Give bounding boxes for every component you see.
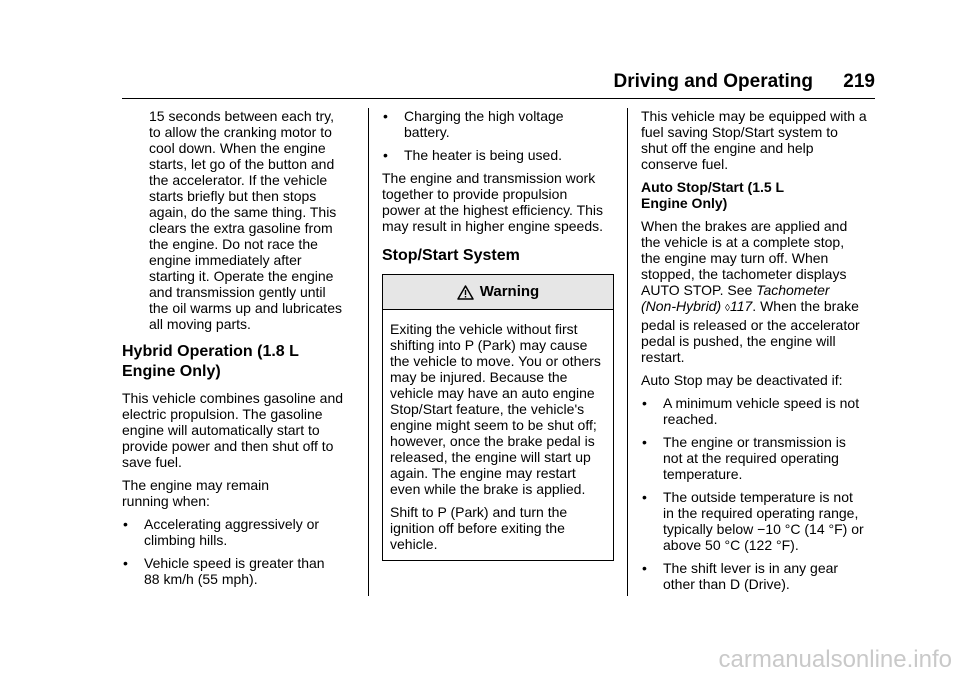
section-title: Driving and Operating — [613, 71, 813, 92]
column-divider-2 — [627, 108, 628, 596]
list-item: • The outside temperature is not in the required operating range, typically below −10 °C (14 °F) or above 50 °C (122 °F). — [642, 489, 864, 553]
list-item: • Vehicle speed is greater than 88 km/h (55 mph). — [123, 555, 325, 587]
page-number: 219 — [843, 71, 875, 92]
list-item: • The heater is being used. — [383, 147, 562, 163]
warning-box — [382, 274, 614, 561]
bullet-mark: • — [383, 108, 388, 124]
hybrid-paragraph: This vehicle combines gasoline and electric propulsion. The gasoline engine will automatically start to provide power and then shut off to save fuel. — [122, 390, 344, 470]
warning-title: Warning — [479, 283, 540, 300]
non-hybrid-reference[interactable]: (Non-Hybrid) — [641, 298, 722, 314]
list-item: • Accelerating aggressively or climbing hills. — [123, 516, 320, 548]
bullet-mark: • — [123, 555, 128, 571]
page-reference[interactable]: 117 — [729, 298, 753, 314]
auto-stop-start-heading: Auto Stop/Start (1.5 L Engine Only) — [641, 179, 785, 211]
warning-body — [383, 310, 613, 560]
stop-start-intro: This vehicle may be equipped with a fuel saving Stop/Start system to shut off the engine and help conserve fuel. — [641, 108, 867, 172]
engine-transmission-paragraph: The engine and transmission work together to provide propulsion power at the highest efficiency. This may result in higher engine speeds. — [382, 170, 604, 234]
column-2 — [382, 108, 614, 561]
brakes-paragraph: When the brakes are applied and the vehicle is at a complete stop, the engine may turn off. When stopped, the tachometer displays AUTO STOP. See Tachometer (Non-Hybrid) ◊117. When the brake pedal is released or the accelerator pedal is pushed, the engine will restart. — [641, 218, 860, 365]
bullet-mark: • — [123, 516, 128, 532]
header-rule — [122, 98, 875, 99]
deactivation-intro: Auto Stop may be deactivated if: — [641, 372, 843, 388]
bullet-mark: • — [642, 434, 647, 450]
stop-start-heading: Stop/Start System — [382, 247, 520, 264]
list-item: • A minimum vehicle speed is not reached. — [642, 395, 860, 427]
column-1 — [122, 108, 355, 594]
column-3 — [641, 108, 877, 599]
bullet-mark: • — [383, 147, 388, 163]
column-divider-1 — [368, 108, 369, 596]
warning-header — [383, 275, 613, 310]
warning-paragraph: Shift to P (Park) and turn the ignition off before exiting the vehicle. — [390, 504, 568, 552]
continued-paragraph: 15 seconds between each try, to allow the cranking motor to cool down. When the engine starts, let go of the button and the accelerator. If the vehicle starts briefly but then stops again, do the same thing. This clears the extra gasoline from the engine. Do not race the engine immediately after starting it. Operate the engine and transmission gently until the oil warms up and lubricates all moving parts. — [149, 108, 342, 332]
tachometer-reference[interactable]: Tachometer — [756, 282, 830, 298]
warning-triangle-icon — [457, 285, 474, 300]
bullet-mark: • — [642, 489, 647, 505]
bullet-mark: • — [642, 560, 647, 576]
bullet-mark: • — [642, 395, 647, 411]
warning-paragraph: Exiting the vehicle without first shifting into P (Park) may cause the vehicle to move. You or others may be injured. Because the vehicle may have an auto engine Stop/Start feature, the vehicle's engine might seem to be shut off; however, once the brake pedal is released, the engine will start up again. The engine may restart even while the brake is applied. — [390, 321, 601, 497]
list-item: • The engine or transmission is not at the required operating temperature. — [642, 434, 846, 482]
list-item: • Charging the high voltage battery. — [383, 108, 564, 140]
engine-remain-paragraph: The engine may remain running when: — [122, 477, 270, 509]
page-reference-icon: ◊ — [725, 303, 730, 314]
list-item: • The shift lever is in any gear other than D (Drive). — [642, 560, 839, 592]
watermark: carmanualsonline.info — [718, 646, 952, 673]
hybrid-operation-heading: Hybrid Operation (1.8 L Engine Only) — [122, 343, 299, 380]
